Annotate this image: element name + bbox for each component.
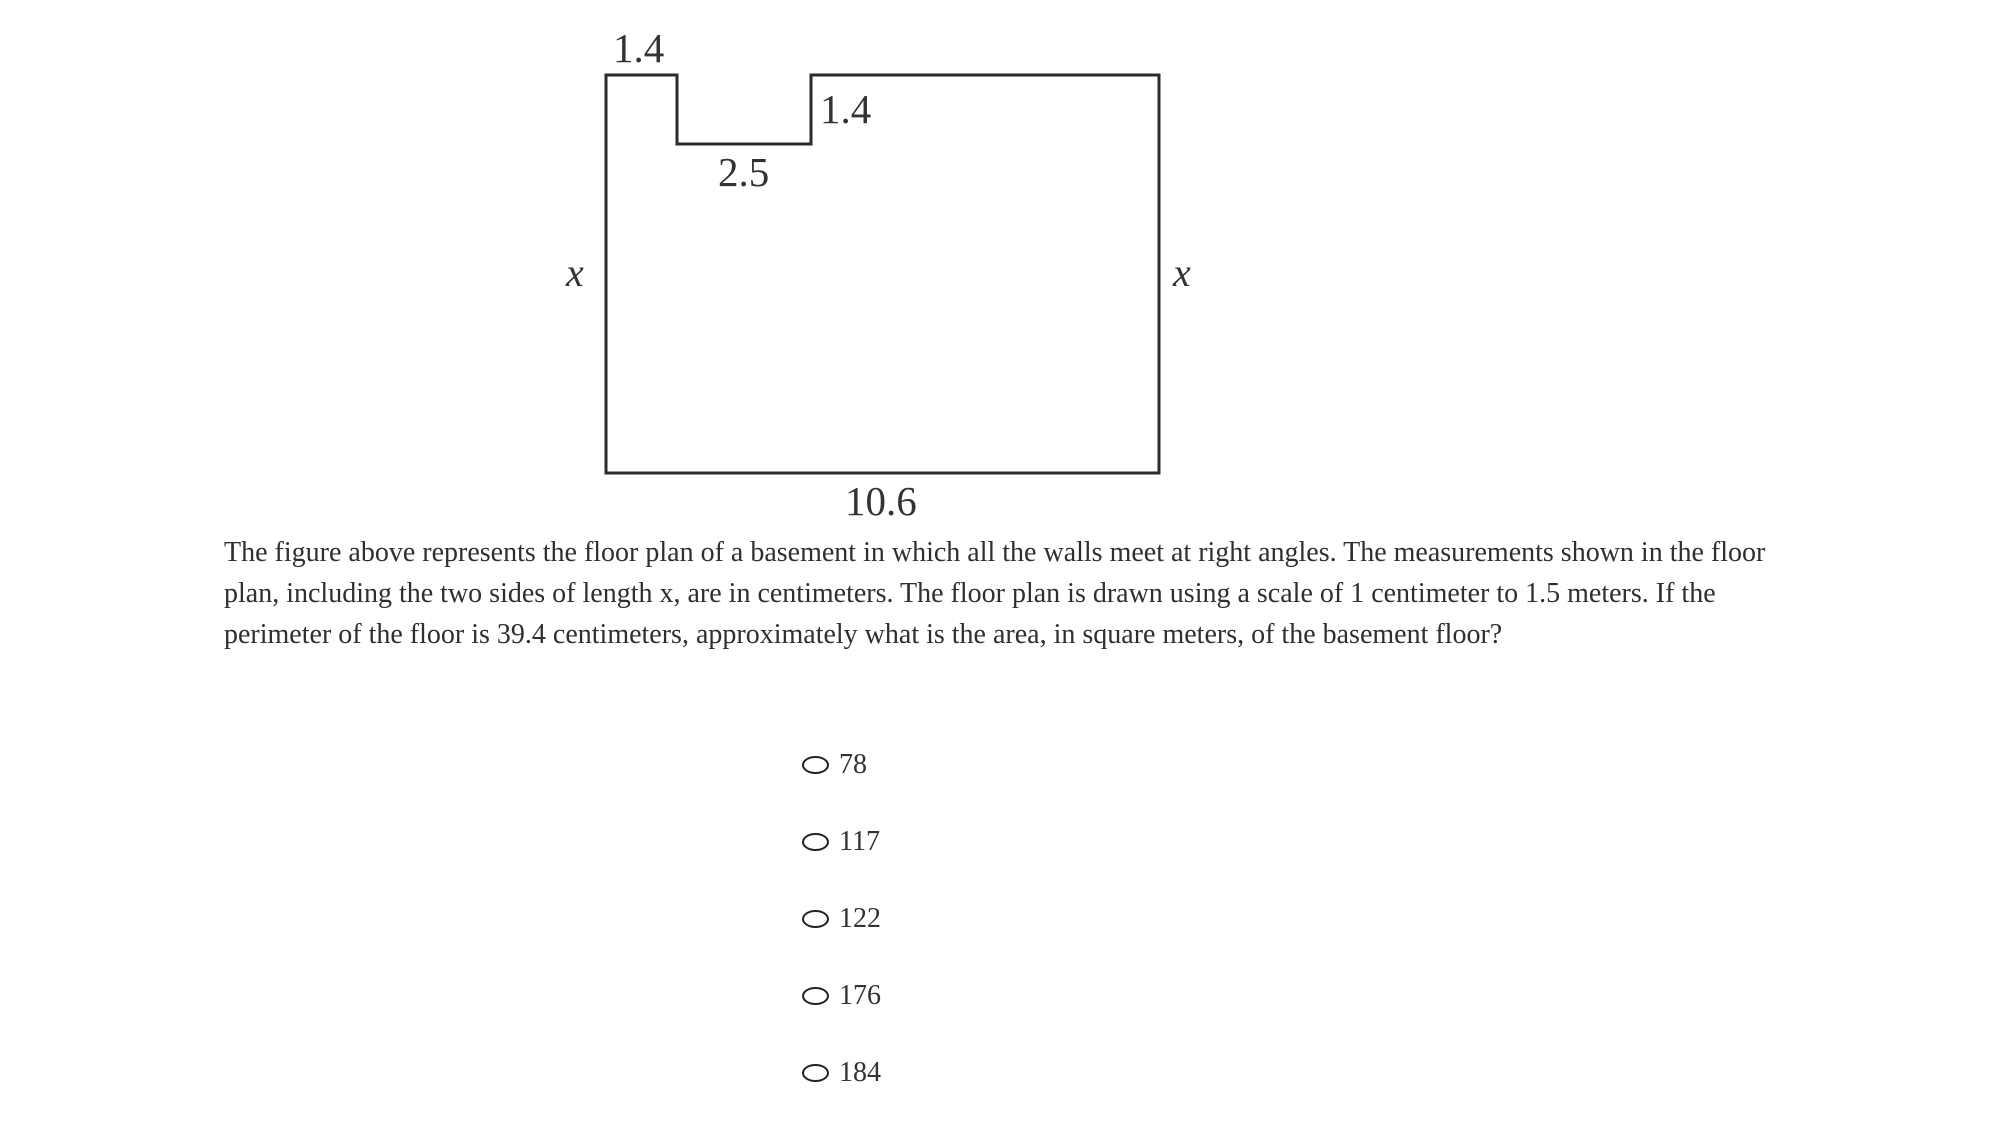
left-side-x-label: x	[566, 250, 584, 295]
question-text: The figure above represents the floor plan of a basement in which all the walls meet at right angles. The measurements shown in the floor plan, including the two sides of length x, are in centimeters. The floor plan is drawn using a scale of 1 centimeter to 1.5 meters. If the perimeter of the floor is 39.4 centimeters, approximately what is the area, in square meters, of the basement floor?	[224, 537, 1766, 650]
answer-choice[interactable]	[802, 880, 1102, 957]
floor-plan-figure	[0, 0, 2011, 540]
answer-choices	[802, 726, 1102, 1111]
answer-choice[interactable]	[802, 1034, 1102, 1111]
answer-choice-label: 117	[839, 825, 880, 857]
answer-choice-label: 78	[839, 748, 867, 780]
answer-choice[interactable]	[802, 726, 1102, 803]
top-width-label: 1.4	[613, 25, 665, 71]
answer-choice[interactable]	[802, 803, 1102, 880]
radio-button-icon[interactable]	[802, 987, 829, 1005]
radio-button-icon[interactable]	[802, 756, 829, 774]
bottom-length-label: 10.6	[845, 478, 917, 524]
radio-button-icon[interactable]	[802, 1064, 829, 1082]
answer-choice-label: 122	[839, 902, 881, 934]
answer-choice[interactable]	[802, 957, 1102, 1034]
radio-button-icon[interactable]	[802, 910, 829, 928]
answer-choice-label: 184	[839, 1056, 881, 1088]
floor-plan-outline	[606, 75, 1159, 473]
right-side-x-label: x	[1173, 250, 1191, 295]
answer-choice-label: 176	[839, 979, 881, 1011]
notch-width-label: 2.5	[718, 149, 770, 195]
radio-button-icon[interactable]	[802, 833, 829, 851]
notch-depth-label: 1.4	[820, 86, 872, 132]
